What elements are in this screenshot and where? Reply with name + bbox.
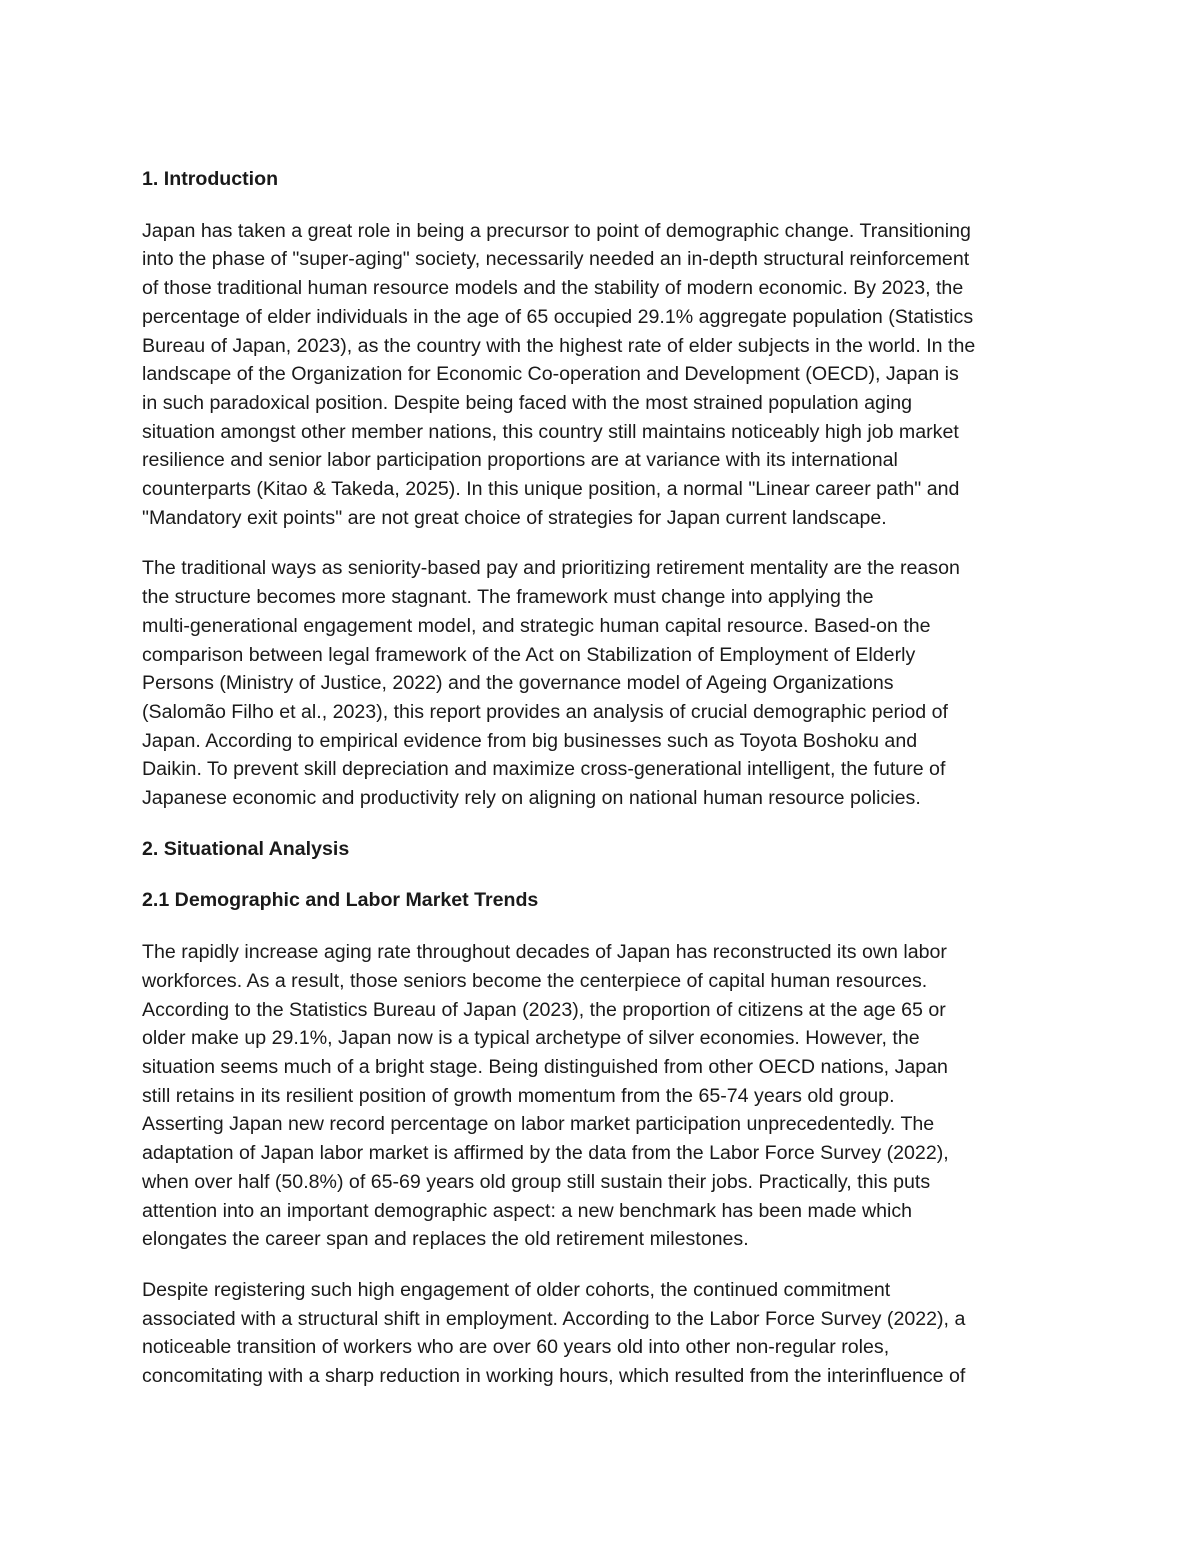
spacer: [142, 194, 1062, 217]
text-line: workforces. As a result, those seniors become the centerpiece of capital human resources.: [142, 969, 928, 992]
text-line: According to the Statistics Bureau of Japan (2023), the proportion of citizens at the age 65 or: [142, 998, 946, 1021]
text-line: of those traditional human resource models and the stability of modern economic. By 2023, the: [142, 277, 964, 300]
text-line: Asserting Japan new record percentage on labor market participation unprecedentedly. The: [142, 1113, 935, 1136]
text-line: in such paradoxical position. Despite being faced with the most strained population aging: [142, 391, 913, 414]
text-line: into the phase of "super-aging" society, necessarily needed an in-depth structural reinforcement: [142, 248, 970, 271]
spacer: [142, 915, 1062, 938]
subsection-heading-demographic-trends: 2.1 Demographic and Labor Market Trends: [142, 889, 539, 912]
text-line: comparison between legal framework of the Act on Stabilization of Employment of Elderly: [142, 643, 916, 666]
text-line: landscape of the Organization for Economic Co-operation and Development (OECD), Japan is: [142, 363, 959, 386]
text-line: The traditional ways as seniority-based pay and prioritizing retirement mentality are the reason: [142, 557, 960, 580]
text-line: the structure becomes more stagnant. The framework must change into applying the: [142, 586, 874, 609]
text-line: Japan. According to empirical evidence from big businesses such as Toyota Boshoku and: [142, 729, 918, 752]
spacer: [142, 813, 1062, 835]
text-line: attention into an important demographic aspect: a new benchmark has been made which: [142, 1199, 913, 1222]
text-line: Bureau of Japan, 2023), as the country with the highest rate of elder subjects in the world. In the: [142, 334, 976, 357]
text-line: situation seems much of a bright stage. Being distinguished from other OECD nations, Japan: [142, 1055, 948, 1078]
text-line: still retains in its resilient position of growth momentum from the 65-74 years old group.: [142, 1084, 895, 1107]
paragraph-intro-1: [142, 217, 1062, 533]
text-line: (Salomão Filho et al., 2023), this report provides an analysis of crucial demographic period of: [142, 700, 948, 723]
section-heading-introduction: 1. Introduction: [142, 168, 279, 190]
text-line: Japanese economic and productivity rely on aligning on national human resource policies.: [142, 787, 921, 810]
text-line: older make up 29.1%, Japan now is a typical archetype of silver economies. However, the: [142, 1027, 920, 1050]
text-line: Daikin. To prevent skill depreciation and maximize cross-generational intelligent, the future of: [142, 758, 946, 781]
document-page: [142, 165, 1062, 1391]
text-line: Despite registering such high engagement of older cohorts, the continued commitment: [142, 1278, 891, 1301]
text-line: associated with a structural shift in employment. According to the Labor Force Survey (2022), a: [142, 1307, 966, 1330]
text-line: counterparts (Kitao & Takeda, 2025). In this unique position, a normal "Linear career path" and: [142, 478, 960, 501]
text-line: situation amongst other member nations, this country still maintains noticeably high job market: [142, 420, 959, 443]
text-line: percentage of elder individuals in the age of 65 occupied 29.1% aggregate population (Statistics: [142, 305, 974, 328]
paragraph-trends-1: [142, 938, 1062, 1254]
text-line: Persons (Ministry of Justice, 2022) and the governance model of Ageing Organizations: [142, 672, 894, 695]
section-heading-situational-analysis: 2. Situational Analysis: [142, 837, 350, 860]
text-line: Japan has taken a great role in being a precursor to point of demographic change. Transitioning: [142, 219, 971, 242]
text-line: when over half (50.8%) of 65-69 years old group still sustain their jobs. Practically, this puts: [142, 1170, 931, 1193]
spacer: [142, 863, 1062, 886]
spacer: [142, 1254, 1062, 1276]
spacer: [142, 532, 1062, 554]
paragraph-intro-2: [142, 554, 1062, 812]
text-line: resilience and senior labor participation proportions are at variance with its international: [142, 449, 898, 472]
text-line: elongates the career span and replaces the old retirement milestones.: [142, 1228, 749, 1251]
text-line: adaptation of Japan labor market is affirmed by the data from the Labor Force Survey (2022),: [142, 1142, 949, 1165]
text-line: "Mandatory exit points" are not great choice of strategies for Japan current landscape.: [142, 506, 887, 529]
paragraph-trends-2: [142, 1276, 1062, 1391]
text-line: noticeable transition of workers who are over 60 years old into other non-regular roles,: [142, 1336, 890, 1359]
text-line: concomitating with a sharp reduction in working hours, which resulted from the interinfluence of: [142, 1365, 966, 1388]
text-line: multi-generational engagement model, and strategic human capital resource. Based-on the: [142, 614, 931, 637]
text-line: The rapidly increase aging rate throughout decades of Japan has reconstructed its own labor: [142, 941, 947, 964]
